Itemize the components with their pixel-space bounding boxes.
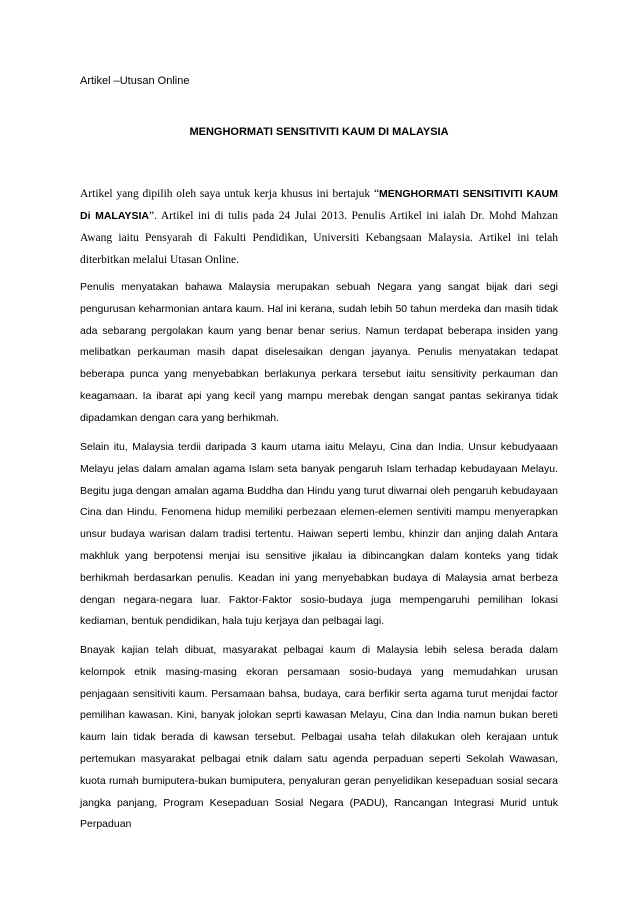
article-source-header: Artikel –Utusan Online: [80, 75, 190, 87]
body-paragraph-1: Penulis menyatakan bahawa Malaysia merupakan sebuah Negara yang sangat bijak dari segi pengurusan keharmonian antara kaum. Hal ini kerana, sudah lebih 50 tahun merdeka dan masih tidak ada sebarang pergolakan kaum yang benar benar serius. Namun terdapat beberapa insiden yang melibatkan perkauman masih dapat diselesaikan dengan jayanya. Penulis menyatakan tedapat beberapa punca yang menyebabkan berlakunya perkara tersebut iaitu sensitivity perkauman dan keagamaan. Ia ibarat api yang kecil yang mampu merebak dengan sangat pantas sekiranya tidak dipadamkan dengan cara yang berhikmah.: [80, 281, 558, 424]
article-title: MENGHORMATI SENSITIVITI KAUM DI MALAYSIA: [189, 126, 449, 138]
body-paragraph-2: Selain itu, Malaysia terdii daripada 3 kaum utama iaitu Melayu, Cina dan India. Unsur kebudyaaan Melayu jelas dalam amalan agama Islam seta banyak pengaruh Islam terhadap kebudayaan Melayu. Begitu juga dengan amalan agama Buddha dan Hindu yang turut diwarnai oleh pengaruh kebudayaan Cina dan Hindu. Fenomena hidup memiliki perbezaan elemen-elemen sentiviti mampu menyerapkan unsur budaya warisan dalam tradisi tertentu. Haiwan seperti lembu, khinzir dan anjing dalah Antara makhluk yang berpotensi menjai isu sensitive jikalau ia dibincangkan dalam konteks yang tidak berhikmah berdasarkan penulis. Keadan ini yang menyebabkan budaya di Malaysia amat berbeza dengan negara-negara luar. Faktor-Faktor sosio-budaya juga mempengaruhi pemilihan lokasi kediaman, bentuk pendidikan, hala tuju kerjaya dan pelbagai lagi.: [80, 441, 558, 628]
body-paragraph-3: Bnayak kajian telah dibuat, masyarakat pelbagai kaum di Malaysia lebih selesa berada dalam kelompok etnik masing-masing ekoran persamaan sosio-budaya yang memudahkan urusan penjagaan sensitiviti kaum. Persamaan bahsa, budaya, cara berfikir serta agama turut menjdai factor pemilihan kawasan. Kini, banyak jolokan seprti kawasan Melayu, Cina dan India namun bukan bereti kaum lain tidak berada di kawsan tersebut. Pelbagai usaha telah dilakukan oleh kerajaan untuk pertemukan masyarakat pelbagai etnik dalam satu agenda perpaduan seperti Sekolah Wawasan, kuota rumah bumiputera-bukan bumiputera, penyaluran geran penyelidikan kesepaduan sosial secara jangka panjang, Program Kesepaduan Sosial Negara (PADU), Rancangan Integrasi Murid untuk Perpaduan: [80, 644, 558, 831]
intro-paragraph: [80, 183, 558, 271]
intro-bold-title: MENGHORMATI SENSITIVITI KAUM Di MALAYSIA: [80, 188, 558, 222]
intro-text-pre: Artikel yang dipilih oleh saya untuk kerja khusus ini bertajuk “: [80, 188, 380, 200]
intro-text-post: ”. Artikel ini di tulis pada 24 Julai 2013. Penulis Artikel ini ialah Dr. Mohd Mahzan Awang iaitu Pensyarah di Fakulti Pendidikan, Universiti Kebangsaan Malaysia. Artikel ini telah diterbitkan melalui Utasan Online.: [80, 210, 558, 266]
